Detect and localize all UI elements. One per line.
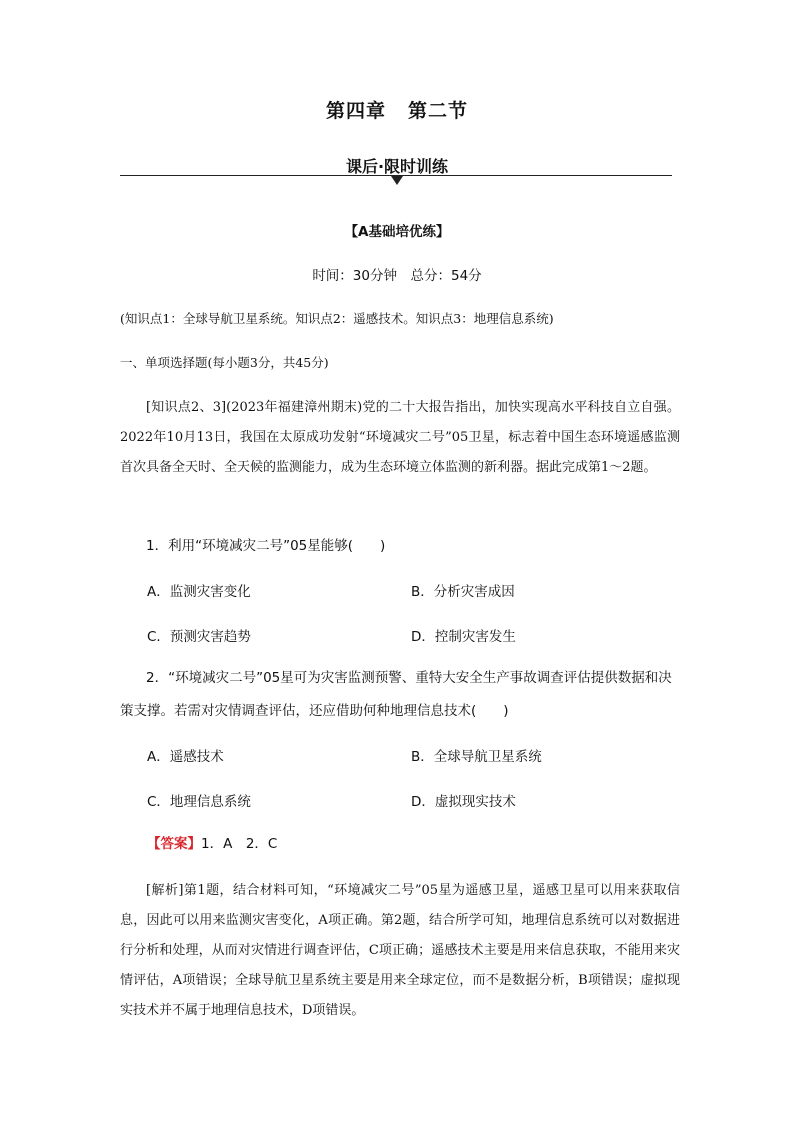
question-1-option-b: B．分析灾害成因 — [411, 584, 515, 600]
question-1-option-c: C．预测灾害趋势 — [147, 629, 251, 645]
answer-text: 1．A 2．C — [201, 836, 278, 852]
level-title: 【A基础培优练】 — [344, 224, 450, 240]
knowledge-points: (知识点1：全球导航卫星系统。知识点2：遥感技术。知识点3：地理信息系统) — [120, 311, 554, 326]
material-paragraph: [知识点2、3](2023年福建漳州期末)党的二十大报告指出，加快实现高水平科技自立自强。2022年10月13日，我国在太原成功发射“环境减灾二号”05卫星，标志着中国生态环境遥感监测首次具备全天时、全天候的监测能力，成为生态环境立体监测的新利器。据此完成第1～2题。 — [120, 400, 680, 475]
chapter-number: 第四章 — [325, 100, 386, 122]
question-1-stem: 1．利用“环境减灾二号”05星能够( ) — [146, 538, 386, 554]
question-2-option-c: C．地理信息系统 — [147, 794, 251, 810]
question-1-options-row-2 — [147, 625, 667, 647]
section-number: 第二节 — [408, 100, 469, 122]
question-1-option-d: D．控制灾害发生 — [411, 629, 516, 645]
page-subtitle: 课后·限时训练 — [345, 157, 449, 176]
question-1-options-row-1 — [147, 580, 667, 602]
chapter-title — [0, 96, 794, 123]
question-2-options-row-2 — [147, 790, 667, 812]
question-1-option-a: A．监测灾害变化 — [147, 584, 251, 600]
question-2-stem: 2．“环境减灾二号”05星可为灾害监测预警、重特大安全生产事故调查评估提供数据和决策支撑。若需对灾情调查评估，还应借助何种地理信息技术( ) — [120, 670, 672, 719]
question-2-option-d: D．虚拟现实技术 — [411, 794, 516, 810]
question-type-heading: 一、单项选择题(每小题3分，共45分) — [120, 355, 329, 370]
analysis-paragraph: [解析]第1题，结合材料可知，“环境减灾二号”05星为遥感卫星，遥感卫星可以用来获取信息，因此可以用来监测灾害变化，A项正确。第2题，结合所学可知，地理信息系统可以对数据进行分析和处理，从而对灾情进行调查评估，C项正确；遥感技术主要是用来信息获取，不能用来灾情评估，A项错误；全球导航卫星系统主要是用来全球定位，而不是数据分析，B项错误；虚拟现实技术并不属于地理信息技术，D项错误。 — [120, 883, 680, 1018]
question-2-option-b: B．全球导航卫星系统 — [411, 749, 542, 765]
question-2-option-a: A．遥感技术 — [147, 749, 224, 765]
triangle-marker-icon — [391, 176, 403, 185]
question-2-options-row-1 — [147, 745, 667, 767]
answer-label: 【答案】 — [147, 836, 201, 852]
time-and-score: 时间：30分钟 总分：54分 — [312, 268, 482, 284]
answer-line — [147, 832, 277, 852]
